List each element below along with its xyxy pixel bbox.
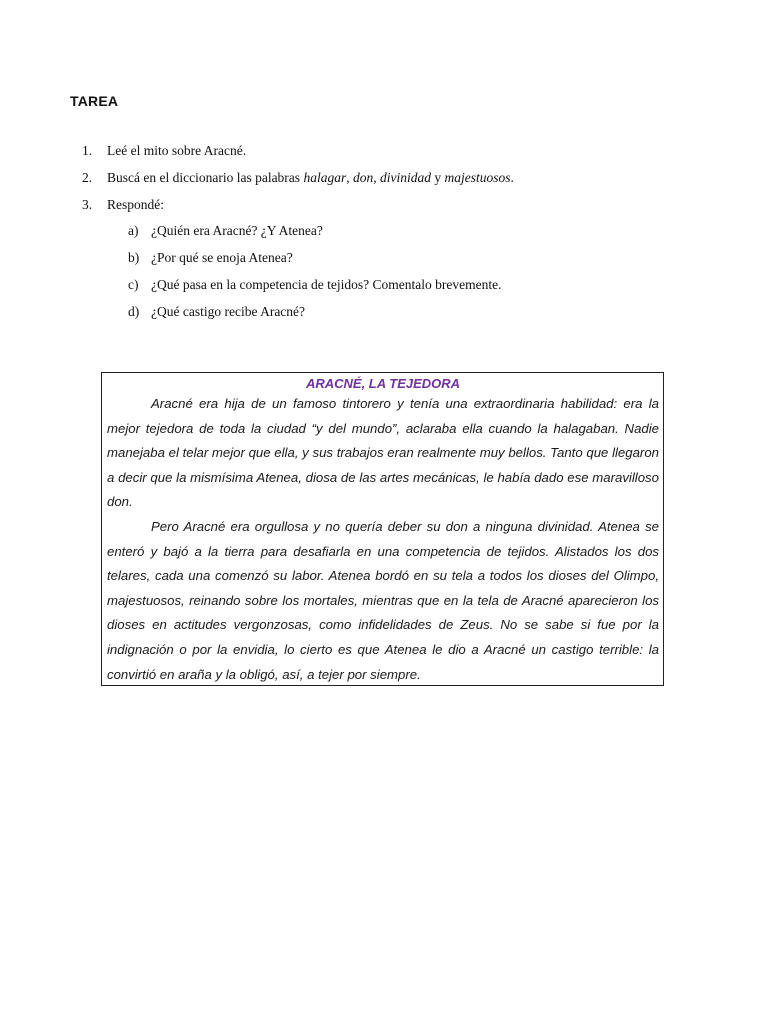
task-item-3 bbox=[82, 195, 682, 222]
question-d bbox=[82, 302, 682, 329]
question-text: ¿Por qué se enoja Atenea? bbox=[151, 250, 293, 266]
question-text: ¿Qué pasa en la competencia de tejidos? Comentalo brevemente. bbox=[151, 276, 502, 292]
question-a bbox=[82, 221, 682, 248]
task-number: 2. bbox=[82, 169, 93, 185]
task-text: Leé el mito sobre Aracné. bbox=[107, 143, 247, 158]
separator: , bbox=[373, 169, 380, 185]
story-box bbox=[101, 372, 664, 686]
question-text: ¿Qué castigo recibe Aracné? bbox=[151, 303, 306, 319]
vocab-word-divinidad: divinidad bbox=[379, 169, 431, 185]
task-text-intro: Buscá en el diccionario las palabras bbox=[107, 169, 304, 185]
task-list bbox=[82, 141, 682, 329]
task-text: Respondé: bbox=[107, 196, 164, 212]
vocab-word-halagar: halagar bbox=[303, 169, 347, 185]
story-paragraph-1: Aracné era hija de un famoso tintorero y tenía una extraordinaria habilidad: era la mejor tejedora de toda la ciudad “y del mundo”, aclaraba ella cuando la halagaban. Nadie manejaba el telar mejor que ella, y sus trabajos eran realmente muy bellos. Tanto que llegaron a decir que la mismísima Atenea, diosa de las artes mecánicas, le había dado ese maravilloso don. bbox=[107, 396, 659, 510]
question-letter: b) bbox=[128, 250, 140, 266]
question-letter: d) bbox=[128, 303, 140, 319]
story-paragraph-2: Pero Aracné era orgullosa y no quería deber su don a ninguna divinidad. Atenea se enteró y bajó a la tierra para desafiarla en una competencia de tejidos. Alistados los dos telares, cada una comenzó su labor. Atenea bordó en su tela a todos los dioses del Olimpo, majestuosos, reinando sobre los mortales, mientras que en la tela de Aracné aparecieron los dioses en actitudes vergonzosas, como infidelidades de Zeus. No se sabe si fue por la indignación o por la envidia, lo cierto es que Atenea le dio a Aracné un castigo terrible: la convirtió en araña y la obligó, así, a tejer por siempre. bbox=[107, 518, 659, 682]
story-title: ARACNÉ, LA TEJEDORA bbox=[305, 376, 461, 391]
sentence-end: . bbox=[510, 169, 514, 185]
task-item-2 bbox=[82, 168, 682, 195]
separator: , bbox=[346, 169, 353, 185]
question-letter: a) bbox=[128, 223, 139, 239]
task-number: 3. bbox=[82, 196, 93, 212]
task-number: 1. bbox=[82, 143, 93, 158]
page-heading: TAREA bbox=[70, 93, 119, 109]
question-c bbox=[82, 275, 682, 302]
question-text: ¿Quién era Aracné? ¿Y Atenea? bbox=[151, 223, 323, 239]
question-b bbox=[82, 248, 682, 275]
vocab-word-majestuosos: majestuosos bbox=[444, 169, 511, 185]
task-item-1 bbox=[82, 141, 682, 168]
separator: y bbox=[430, 169, 445, 185]
question-letter: c) bbox=[128, 276, 139, 292]
task-text bbox=[107, 168, 514, 195]
vocab-word-don: don bbox=[352, 169, 374, 185]
